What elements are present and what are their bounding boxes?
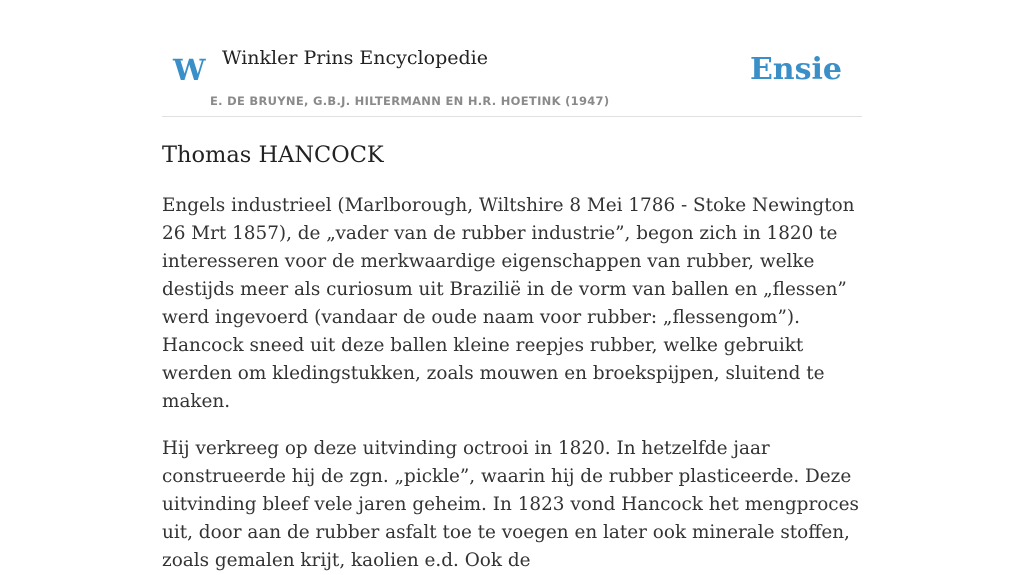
article [162, 140, 864, 575]
publication-title[interactable]: Winkler Prins Encyclopedie [222, 47, 488, 69]
page-header [162, 0, 862, 117]
article-paragraph-1: Engels industrieel (Marlborough, Wiltshire 8 Mei 1786 - Stoke Newington 26 Mrt 1857), de „vader van de rubber industrie”, begon zich in 1820 te interesseren voor de merkwaardige eigenschappen van rubber, welke destijds meer als curiosum uit Brazilië in de vorm van ballen en „flessen” werd ingevoerd (vandaar de oude naam voor rubber: „flessengom”). Hancock sneed uit deze ballen kleine reepjes rubber, welke gebruikt werden om kledingstukken, zoals mouwen en broekspijpen, sluitend te maken. [162, 195, 855, 412]
winkler-prins-logo[interactable]: W [173, 53, 206, 87]
article-paragraph-2: Hij verkreeg op deze uitvinding octrooi in 1820. In hetzelfde jaar construeerde hij de zgn. „pickle”, waarin hij de rubber plasticeerde. Deze uitvinding bleef vele jaren geheim. In 1823 vond Hancock het mengproces uit, door aan de rubber asfalt toe te voegen en later ook minerale stoffen, zoals gemalen krijt, kaolien e.d. Ook de [162, 438, 859, 571]
publication-authors: E. DE BRUYNE, G.B.J. HILTERMANN EN H.R. HOETINK (1947) [210, 94, 610, 108]
article-title: Thomas HANCOCK [162, 142, 384, 168]
ensie-logo[interactable]: Ensie [749, 52, 842, 87]
